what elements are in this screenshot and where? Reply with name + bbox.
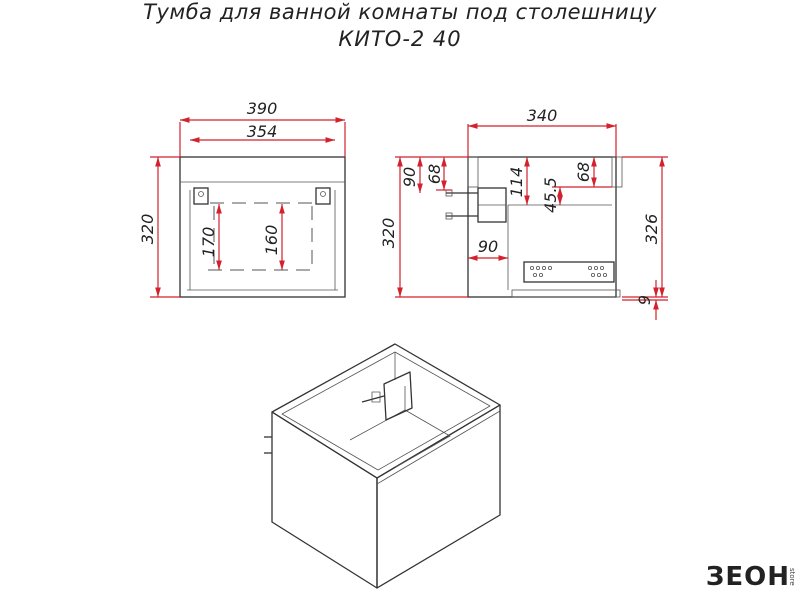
dim-drawer-right: 160 xyxy=(262,224,281,256)
dim-rail-offset: 45.5 xyxy=(541,177,560,213)
brand-logo-sub: store xyxy=(788,568,796,586)
side-view xyxy=(379,106,668,320)
dim-bottom-gap: 9 xyxy=(635,294,654,306)
isometric-view xyxy=(264,344,500,588)
dim-bracket-offset: 90 xyxy=(400,166,419,188)
dim-height: 320 xyxy=(138,213,157,245)
dim-width-outer: 390 xyxy=(246,99,278,118)
dim-width-inner: 354 xyxy=(246,122,278,141)
dim-rail-height: 114 xyxy=(507,166,526,198)
dim-bottom-offset: 90 xyxy=(477,237,499,256)
dim-bracket-height: 68 xyxy=(425,163,444,185)
dim-total-height: 326 xyxy=(642,213,661,245)
model-name: КИТО-2 40 xyxy=(338,27,462,51)
right-bracket xyxy=(316,188,330,204)
iso-drawer-front xyxy=(377,405,500,588)
iso-bracket xyxy=(384,372,412,420)
brand-logo: ЗЕОН xyxy=(705,562,790,592)
front-view xyxy=(138,99,345,297)
dim-depth: 340 xyxy=(526,106,558,125)
dim-rail-right: 68 xyxy=(574,161,593,183)
dim-drawer-left: 170 xyxy=(199,226,218,258)
drawing-title: Тумба для ванной комнаты под столешницу xyxy=(143,0,657,24)
dim-side-height: 320 xyxy=(379,217,398,249)
drawer-rail xyxy=(524,262,614,282)
left-bracket xyxy=(194,188,208,204)
